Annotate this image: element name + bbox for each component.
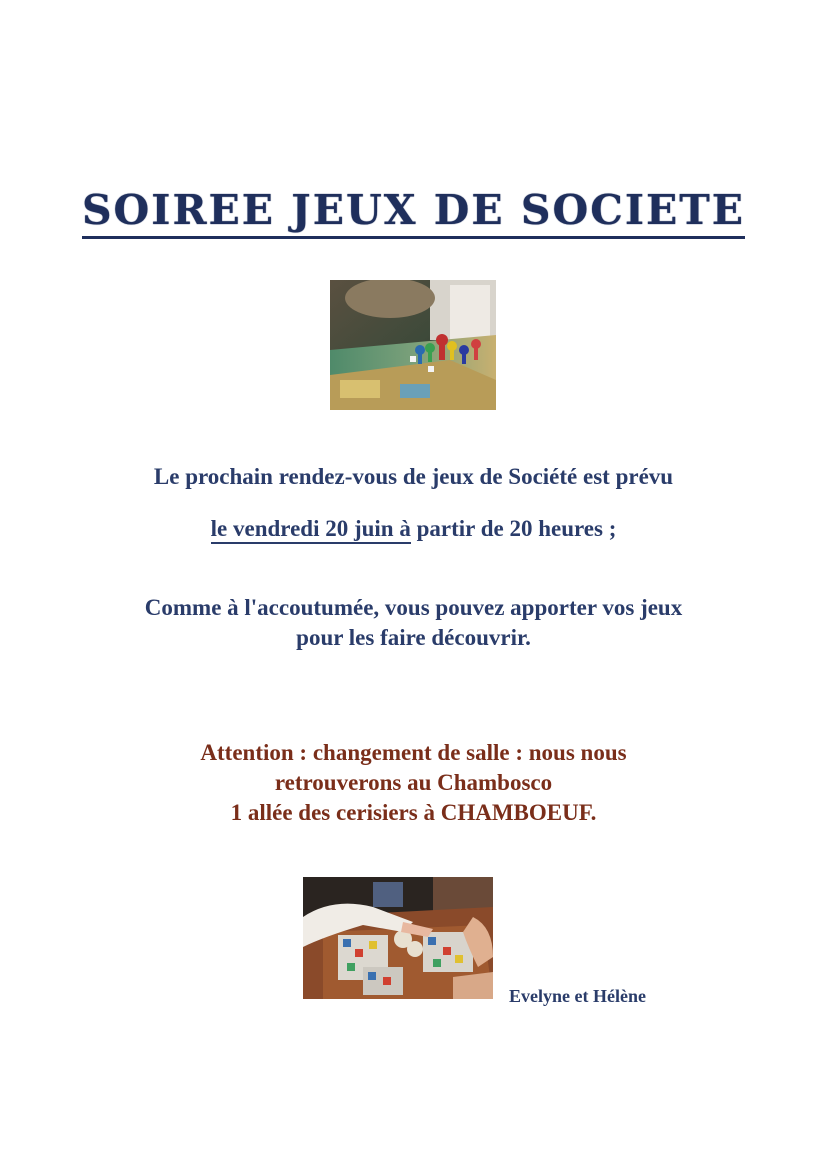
players-photo <box>303 877 493 999</box>
intro-line: Le prochain rendez-vous de jeux de Société est prévu <box>153 464 674 489</box>
page-title <box>0 186 827 239</box>
attention-line-1: Attention : changement de salle : nous nous <box>200 740 627 765</box>
attention-line-2: retrouverons au Chambosco <box>274 770 553 795</box>
board-game-photo <box>330 280 496 410</box>
date-line <box>0 516 827 542</box>
bring-games-line: Comme à l'accoutumée, vous pouvez apporter vos jeux <box>144 595 683 620</box>
signature: Evelyne et Hélène <box>509 986 646 1006</box>
time-text: partir de 20 heures ; <box>410 516 617 541</box>
attention-line-3: 1 allée des cerisiers à CHAMBOEUF. <box>230 800 597 825</box>
date-highlight: le vendredi 20 juin à <box>211 516 411 544</box>
title-text: SOIREE JEUX DE SOCIETE <box>82 186 745 239</box>
discover-line: pour les faire découvrir. <box>296 625 531 650</box>
